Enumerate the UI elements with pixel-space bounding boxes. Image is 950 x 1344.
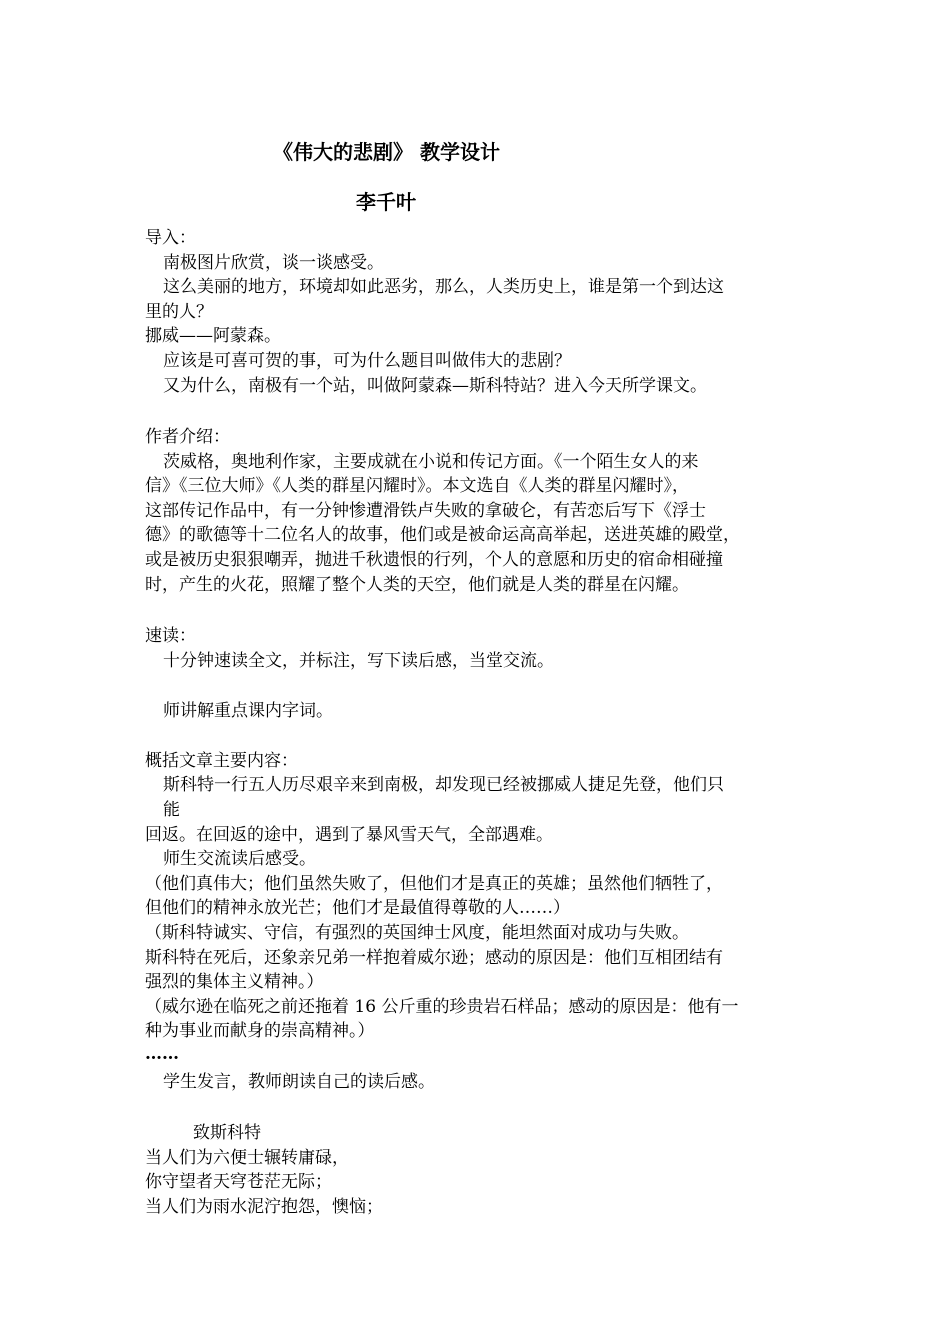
paragraph-line: 南极图片欣赏，谈一谈感受。 bbox=[163, 253, 384, 273]
paragraph-line: 强烈的集体主义精神。） bbox=[145, 972, 324, 992]
paragraph-line: 里的人？ bbox=[145, 302, 213, 322]
paragraph-line: 挪威——阿蒙森。 bbox=[145, 326, 281, 346]
poem-title: 致斯科特 bbox=[193, 1123, 261, 1143]
paragraph-line: 信》《三位大师》《人类的群星闪耀时》。本文选自《人类的群星闪耀时》， bbox=[145, 476, 689, 496]
paragraph-line: 十分钟速读全文，并标注，写下读后感，当堂交流。 bbox=[163, 651, 554, 671]
paragraph-line: 斯科特一行五人历尽艰辛来到南极，却发现已经被挪威人捷足先登，他们只 bbox=[163, 775, 724, 795]
paragraph-line: 这么美丽的地方，环境却如此恶劣，那么，人类历史上，谁是第一个到达这 bbox=[163, 277, 724, 297]
paragraph-line: 回返。在回返的途中，遇到了暴风雪天气，全部遇难。 bbox=[145, 825, 553, 845]
poem-line: 当人们为雨水泥泞抱怨，懊恼； bbox=[145, 1197, 383, 1217]
paragraph-line: （他们真伟大；他们虽然失败了，但他们才是真正的英雄；虽然他们牺牲了， bbox=[145, 874, 723, 894]
ellipsis-line: …… bbox=[145, 1044, 179, 1064]
poem-line: 当人们为六便士辗转庸碌， bbox=[145, 1148, 349, 1168]
paragraph-line: 或是被历史狠狠嘲弄，抛进千秋遗恨的行列，个人的意愿和历史的宿命相碰撞 bbox=[145, 550, 723, 570]
poem-line: 你守望者天穹苍茫无际； bbox=[145, 1172, 332, 1192]
paragraph-line: 茨威格，奥地利作家，主要成就在小说和传记方面。《一个陌生女人的来 bbox=[163, 452, 699, 472]
paragraph-line: 应该是可喜可贺的事，可为什么题目叫做伟大的悲剧？ bbox=[163, 351, 571, 371]
document-title: 《伟大的悲剧》 教学设计 bbox=[273, 140, 500, 164]
paragraph-line: 斯科特在死后，还象亲兄弟一样抱着威尔逊；感动的原因是：他们互相团结有 bbox=[145, 948, 723, 968]
author-name: 李千叶 bbox=[356, 190, 416, 214]
paragraph-line: 时，产生的火花，照耀了整个人类的天空，他们就是人类的群星在闪耀。 bbox=[145, 575, 689, 595]
paragraph-line: 这部传记作品中，有一分钟惨遭滑铁卢失败的拿破仑，有苦恋后写下《浮士 bbox=[145, 501, 706, 521]
section-heading-intro: 导入： bbox=[145, 228, 196, 248]
paragraph-line: 但他们的精神永放光芒；他们才是最值得尊敬的人……） bbox=[145, 898, 570, 918]
paragraph-line: 能 bbox=[163, 800, 180, 820]
section-heading-author: 作者介绍： bbox=[145, 427, 230, 447]
paragraph-line: （威尔逊在临死之前还拖着 16 公斤重的珍贵岩石样品；感动的原因是：他有一 bbox=[145, 997, 739, 1017]
paragraph-line: 种为事业而献身的崇高精神。） bbox=[145, 1021, 375, 1041]
section-heading-speed-read: 速读： bbox=[145, 626, 196, 646]
section-heading-summary: 概括文章主要内容： bbox=[145, 751, 298, 771]
paragraph-line: 又为什么，南极有一个站，叫做阿蒙森—斯科特站？进入今天所学课文。 bbox=[163, 376, 707, 396]
paragraph-line: 学生发言，教师朗读自己的读后感。 bbox=[163, 1072, 435, 1092]
paragraph-line: 师生交流读后感受。 bbox=[163, 849, 316, 869]
paragraph-line: 师讲解重点课内字词。 bbox=[163, 701, 333, 721]
paragraph-line: 德》的歌德等十二位名人的故事，他们或是被命运高高举起，送进英雄的殿堂， bbox=[145, 525, 740, 545]
paragraph-line: （斯科特诚实、守信，有强烈的英国绅士风度，能坦然面对成功与失败。 bbox=[145, 923, 689, 943]
